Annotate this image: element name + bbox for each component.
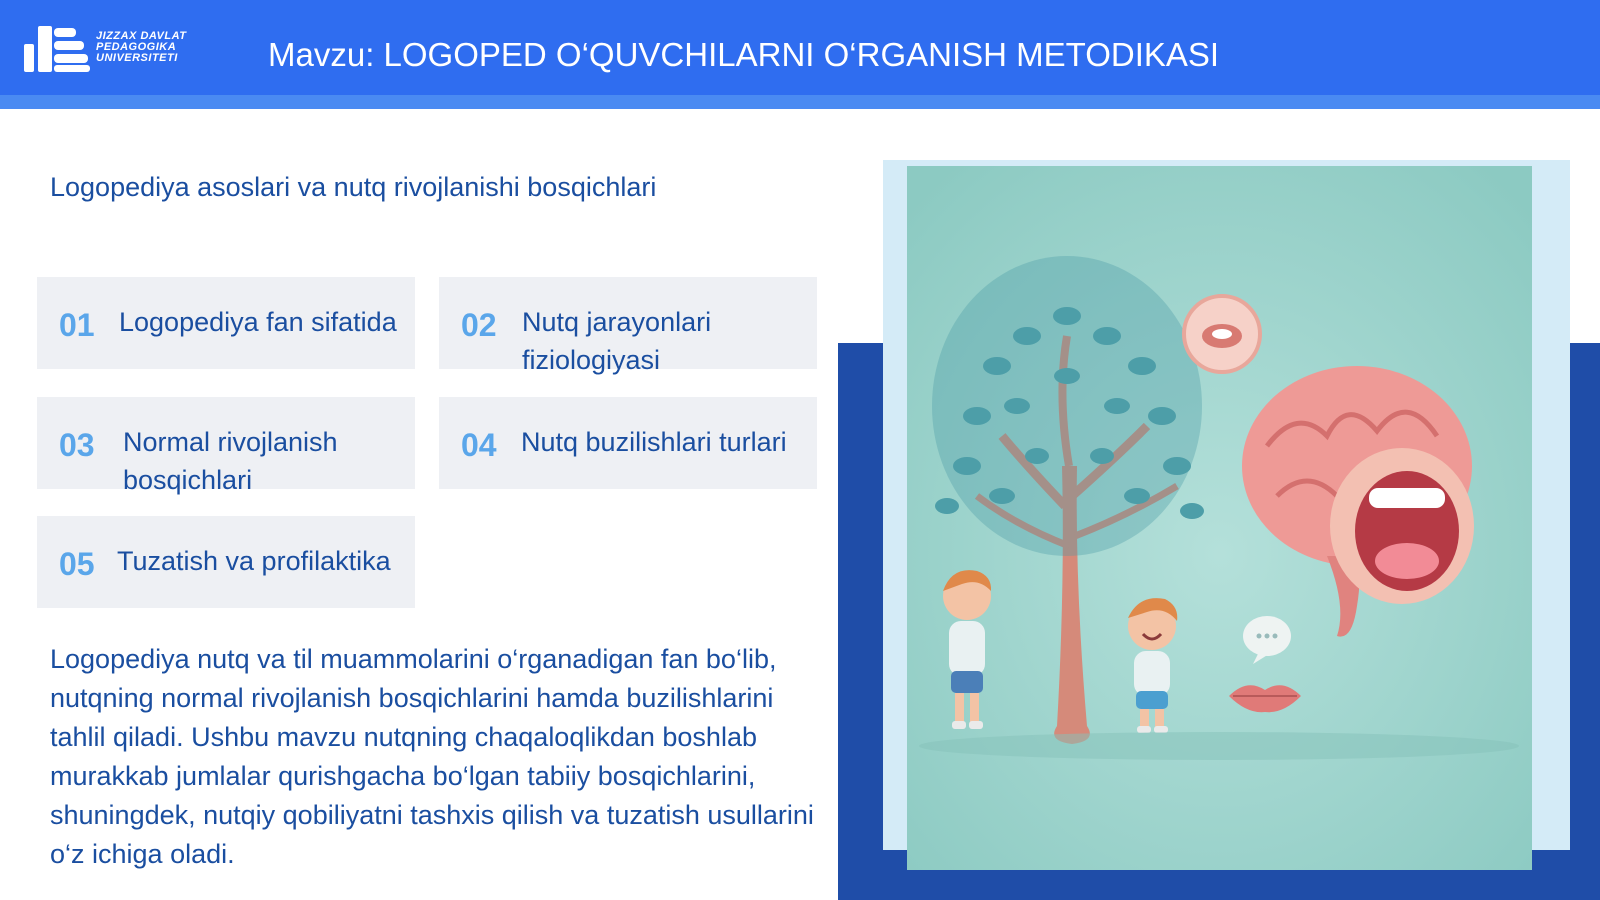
university-name: JIZZAX DAVLAT PEDAGOGIKA UNIVERSITETI: [96, 30, 187, 64]
topic-number: 05: [59, 546, 95, 582]
description-paragraph: Logopediya nutq va til muammolarini o‘rganadigan fan bo‘lib, nutqning normal rivojlanish bosqichlarini hamda buzilishlarini tahlil qiladi. Ushbu mavzu nutqning chaqaloqlikdan boshlab murakkab jumlalar qurishgacha bo‘lgan tabiiy bosqichlarini, shuningdek, nutqiy qobiliyatni tashxis qilish va tuzatish usullarini o‘z ichiga oladi.: [50, 644, 814, 869]
topic-card-03: [37, 397, 415, 495]
topic-label: Logopediya fan sifatida: [119, 307, 397, 337]
header-accent-strip: [0, 95, 1600, 109]
topic-number: 04: [461, 427, 497, 463]
topic-label: Nutq buzilishlari turlari: [521, 427, 787, 457]
topic-card-05: [37, 516, 415, 608]
speech-development-illustration: [907, 166, 1532, 870]
topic-label: Normal rivojlanish bosqichlari: [123, 427, 338, 495]
slide-subtitle: Logopediya asoslari va nutq rivojlanishi bosqichlari: [50, 172, 657, 202]
topic-number: 03: [59, 427, 95, 463]
header-bar: [0, 0, 1600, 95]
mouth-icon: [1184, 296, 1260, 372]
topic-card-04: [439, 397, 817, 489]
topic-label: Tuzatish va profilaktika: [117, 546, 391, 576]
topic-label: Nutq jarayonlari fiziologiyasi: [522, 307, 712, 375]
topic-number: 01: [59, 307, 95, 343]
page-title: Mavzu: LOGOPED O‘QUVCHILARNI O‘RGANISH METODIKASI: [268, 36, 1220, 73]
topic-card-01: [37, 277, 415, 369]
topic-card-02: [439, 277, 817, 375]
topic-number: 02: [461, 307, 497, 343]
